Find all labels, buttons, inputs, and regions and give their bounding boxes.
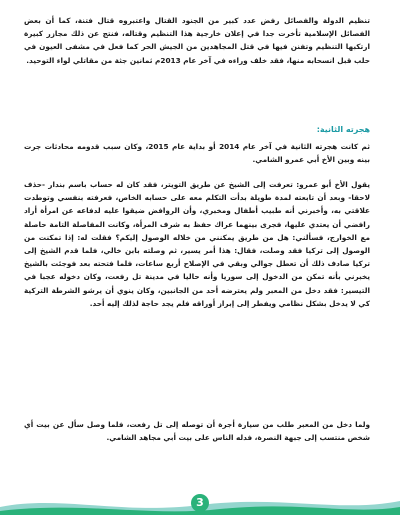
paragraph-1: تنظيم الدولة والفصائل رفض عدد كبير من الجنود القتال واعتبروه قتال فتنة، كما أن بعض الفصائل الإسلامية تأخرت جدا في إعلان خارجية هذا التنظيم وقتاله، فنتج عن ذلك مجازر كبيرة ارتكبها التنظيم وتفنن فيها في قتل المجاهدين من الجيش الحر كما فعل في مشفى العيون في حلب قبل انسحابه منها، فقد خلف وراءه في آخر عام 2013م ثمانين جثة من مقاتلي لواء التوحيد. [24,16,370,65]
section-heading: هجرته الثانية: [316,125,370,134]
page-number-badge: 3 [191,494,209,512]
page-footer [0,485,400,515]
paragraph-2: ثم كانت هجرته الثانية في آخر عام 2014 أو بداية عام 2015، وكان سبب قدومه محادثات جرت بينه وبين الأخ أبي عمرو الشامي. [24,142,370,165]
paragraph-4: ولما دخل من المعبر طلب من سيارة أجرة أن توصله إلى تل رفعت، فلما وصل سأل عن بيت أي شخص منتسب إلى جبهة النصرة، فدله الناس على بيت أبي مجاهد الشامي. [24,420,370,443]
paragraph-3: يقول الأخ أبو عمرو: تعرفت إلى الشيخ عن طريق التويتر، فقد كان له حساب باسم بندار -حذف لاحقا- وبعد أن تابعته لمدة طويلة بدأت التكلم معه على حسابه الخاص، فعرفته بنفسي وتوطدت علاقتي به، وأخبرني أنه طبيب أطفال ومخبري، وأن الروافض ضيقوا عليه لدفاعه عن امرأة أراد رافضي أن يعتدي عليها، فجرى بينهما عراك حفظ به شرف المرأة، وكانت المفاصلة التامة حاصلة مع الخوارج، فسألني: هل من طريق يمكنني من خلاله الوصول إليكم؟ فقلت له: إذا تمكنت من الوصول إلى تركيا فقد وصلت، فقال: هذا أمر يسير، ثم وصلته بابن خالي، فلما قدم الشيخ إلى تركيا صادف ذلك أن تعطل جوالي وبقي في الإصلاح أربع ساعات، فلما فتحته بعد فوجئت بالشيخ يخبرني بأنه تمكن من الدخول إلى سوريا وأنه حاليا في مدينة تل رفعت، وكان دخوله عجبا في التيسير: فقد دخل من المعبر ولم يعترضه أحد من الجانبين، وكان ينوي أن يرشو الشرطة التركية كي لا يدخل بشكل نظامي ويفطر إلى إبراز أوراقه فلم يجد حاجة لذلك إليه أحد. [24,180,370,308]
